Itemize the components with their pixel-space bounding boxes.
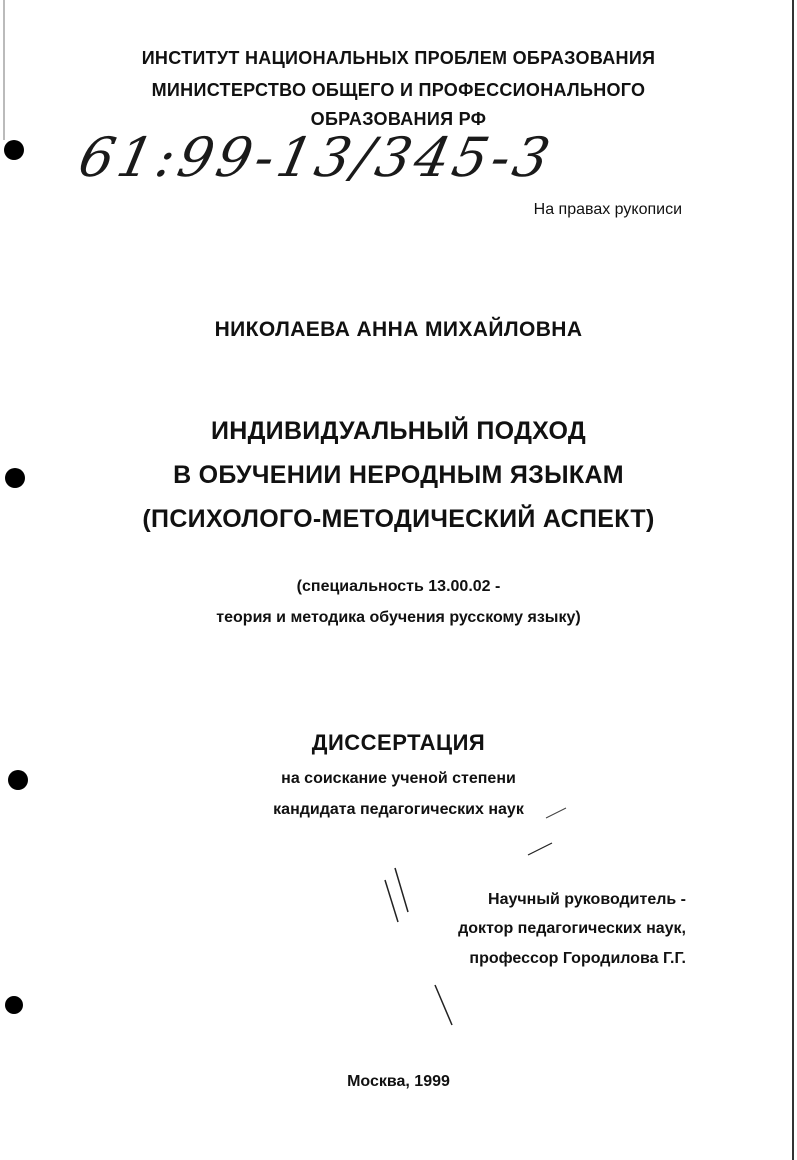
binder-hole-4: [5, 996, 23, 1014]
pencil-mark-4: [528, 843, 552, 855]
institute-line-1: ИНСТИТУТ НАЦИОНАЛЬНЫХ ПРОБЛЕМ ОБРАЗОВАНИЯ: [141, 48, 656, 68]
specialty-line-2: теория и методика обучения русскому языку): [216, 609, 581, 626]
title-line-3: (ПСИХОЛОГО-МЕТОДИЧЕСКИЙ АСПЕКТ): [142, 505, 655, 533]
title-line-2: В ОБУЧЕНИИ НЕРОДНЫМ ЯЗЫКАМ: [173, 461, 624, 489]
rights-note: На правах рукописи: [533, 201, 682, 218]
handwritten-archive-code: 61:99-13/345-3: [73, 126, 560, 189]
pencil-mark-1: [385, 880, 398, 922]
pencil-mark-3: [435, 985, 452, 1025]
supervisor-line-3: профессор Городилова Г.Г.: [469, 950, 686, 967]
dissertation-label: ДИССЕРТАЦИЯ: [311, 730, 486, 755]
specialty-line-1: (специальность 13.00.02 -: [296, 578, 501, 595]
supervisor-line-2: доктор педагогических наук,: [458, 920, 686, 937]
degree-line-2: кандидата педагогических наук: [273, 801, 524, 818]
author-name: НИКОЛАЕВА АННА МИХАЙЛОВНА: [214, 318, 583, 341]
city-year: Москва, 1999: [347, 1073, 450, 1090]
institute-line-3: ОБРАЗОВАНИЯ РФ: [310, 109, 487, 129]
title-line-1: ИНДИВИДУАЛЬНЫЙ ПОДХОД: [210, 417, 587, 445]
institute-line-2: МИНИСТЕРСТВО ОБЩЕГО И ПРОФЕССИОНАЛЬНОГО: [151, 80, 646, 100]
supervisor-line-1: Научный руководитель -: [488, 891, 686, 908]
pencil-mark-2: [395, 868, 408, 912]
binder-hole-1: [4, 140, 24, 160]
degree-line-1: на соискание ученой степени: [281, 770, 516, 787]
